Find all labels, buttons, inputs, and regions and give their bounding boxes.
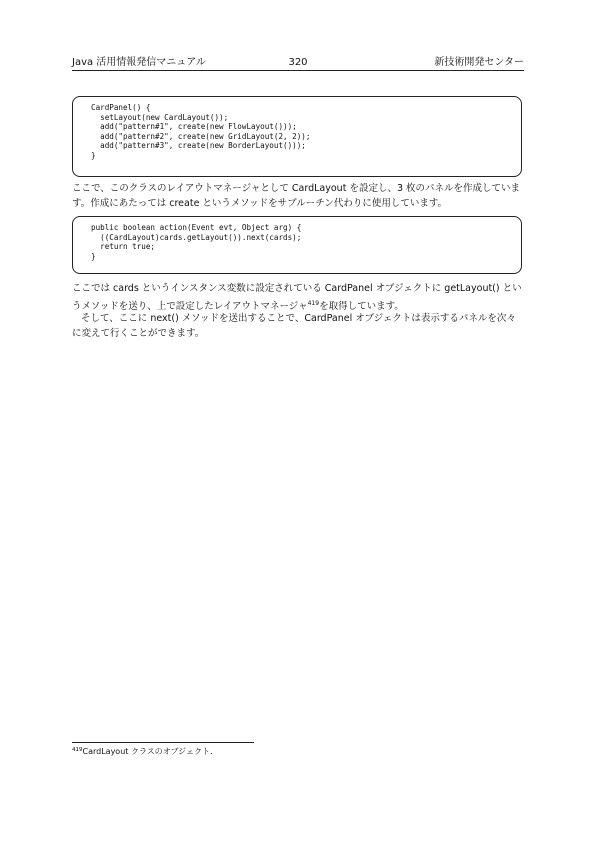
- code-listing: [91, 223, 521, 261]
- code-line: add("pattern#3", create(new BorderLayout()));: [91, 141, 306, 151]
- footnote-rule: [72, 742, 254, 743]
- code-line: ((CardLayout)cards.getLayout()).next(cards);: [91, 232, 302, 242]
- code-line: return true;: [91, 242, 156, 252]
- paragraph-next-method: そして、ここに next() メソッドを送出することで、CardPanel オブジェクトは表示するパネルを次々に変えて行くことができます。: [72, 313, 516, 339]
- footnote-mark: 419: [72, 747, 83, 753]
- code-block-action-method: [72, 216, 522, 274]
- footnote: [72, 745, 213, 757]
- header-organization: 新技術開発センター: [434, 57, 524, 68]
- code-line: CardPanel() {: [91, 103, 151, 112]
- paragraph-getlayout: [72, 281, 524, 314]
- code-listing: [91, 103, 521, 161]
- paragraph-cardlayout-setup: ここで、このクラスのレイアウトマネージャとして CardLayout を設定し、3 枚のパネルを作成しています。作成にあたっては create というメソッドをサブルーチン代わりに使用しています。: [72, 183, 521, 209]
- page-header: [72, 56, 524, 69]
- header-title: Java 活用情報発信マニュアル: [72, 57, 206, 68]
- code-block-card-panel: [72, 96, 522, 177]
- paragraph-text: を取得しています。: [319, 301, 404, 312]
- code-line: }: [91, 150, 96, 160]
- footnote-text: CardLayout クラスのオブジェクト.: [82, 747, 213, 756]
- header-rule: [72, 70, 524, 71]
- code-line: add("pattern#1", create(new FlowLayout()));: [91, 122, 297, 132]
- footnote-reference: 419: [307, 300, 320, 307]
- code-line: }: [91, 251, 96, 261]
- code-line: public boolean action(Event evt, Object arg) {: [91, 223, 302, 232]
- paragraph-text: ここでは cards というインスタンス変数に設定されている CardPanel オブジェクトに getLayout() というメソッドを送り、上で設定したレイアウトマネージャ: [72, 283, 522, 312]
- code-line: add("pattern#2", create(new GridLayout(2, 2));: [91, 131, 311, 141]
- code-line: setLayout(new CardLayout());: [91, 112, 229, 122]
- page-number: 320: [288, 57, 308, 68]
